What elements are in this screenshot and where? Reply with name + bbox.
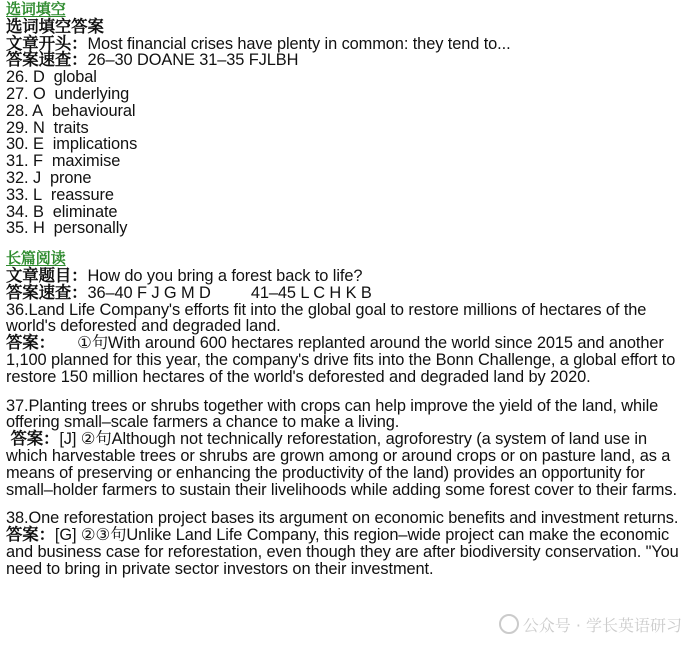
article-title-label: 文章题目： — [6, 266, 88, 285]
question-37: 37.Planting trees or shrubs together with crops can help improve the yield of the land, while offering small–scale farmers a chance to make a living. — [6, 396, 659, 432]
answer-36 — [6, 335, 684, 385]
wechat-icon — [499, 614, 519, 634]
answer-item: 30. E implications — [6, 135, 138, 154]
answer-text: [G] ②③句Unlike Land Life Company, this region–wide project can make the economic and business case for reforestation, even though they are after biodiversity conservation. "You need to bring in private sector investors on their investment. — [6, 526, 679, 578]
article-title-text: How do you bring a forest back to life? — [87, 266, 363, 285]
answer-item: 34. B eliminate — [6, 202, 118, 221]
cloze-answer-list — [6, 69, 684, 237]
section-heading-long-reading: 长篇阅读 — [6, 250, 66, 268]
answer-item: 33. L reassure — [6, 185, 114, 204]
answer-label: 答案： — [6, 334, 55, 353]
opening-text: Most financial crises have plenty in common: they tend to... — [87, 34, 511, 53]
answer-item: 35. H personally — [6, 219, 128, 238]
answer-item: 31. F maximise — [6, 152, 121, 171]
answer-item: 27. O underlying — [6, 84, 130, 103]
answer-38 — [6, 527, 684, 577]
opening-line — [6, 36, 684, 53]
answer-label: 答案： — [6, 526, 55, 545]
answer-text: [J] ②句Although not technically reforestation, agroforestry (a system of land use in which harvestable trees or shrubs are grown among or around crops or on pasture land, as a means of preserving or enhancing the productivity of the land) provides an opportunity for small–holder farmers to sustain their livelihoods while adding some forest cover to their farms. — [6, 430, 677, 499]
question-36: 36.Land Life Company's efforts fit into the global goal to restore millions of hectares of the world's deforested and degraded land. — [6, 300, 647, 336]
opening-label: 文章开头： — [6, 34, 88, 53]
spacer — [6, 386, 684, 398]
watermark-text: 公众号 · 学长英语研习 — [522, 616, 682, 635]
cloze-answers-subheading: 选词填空答案 — [6, 17, 104, 36]
quick-answer-text: 36–40 F J G M D 41–45 L C H K B — [87, 283, 372, 302]
answer-item: 26. D global — [6, 68, 97, 87]
section-heading-cloze: 选词填空 — [6, 1, 66, 18]
document-page — [6, 0, 684, 578]
watermark — [499, 613, 682, 636]
spacer — [6, 237, 684, 251]
answer-label: 答案： — [10, 430, 60, 449]
quick-answer-line-1 — [6, 52, 684, 69]
quick-answer-line-2 — [6, 285, 684, 302]
quick-answer-label: 答案速查： — [6, 283, 88, 302]
quick-answer-label: 答案速查： — [6, 51, 88, 70]
question-38: 38.One reforestation project bases its argument on economic benefits and investment returns. — [6, 509, 679, 528]
answer-item: 32. J prone — [6, 168, 92, 187]
answer-37 — [6, 431, 684, 498]
answer-item: 29. N traits — [6, 118, 89, 137]
quick-answer-text: 26–30 DOANE 31–35 FJLBH — [87, 51, 299, 70]
answer-text: ①句With around 600 hectares replanted around the world since 2015 and another 1,100 planned for this year, the company's drive fits into the Bonn Challenge, a global effort to restore 150 million hectares of the world's deforested and degraded land by 2020. — [6, 334, 676, 386]
article-title-line — [6, 268, 684, 285]
answer-item: 28. A behavioural — [6, 101, 136, 120]
